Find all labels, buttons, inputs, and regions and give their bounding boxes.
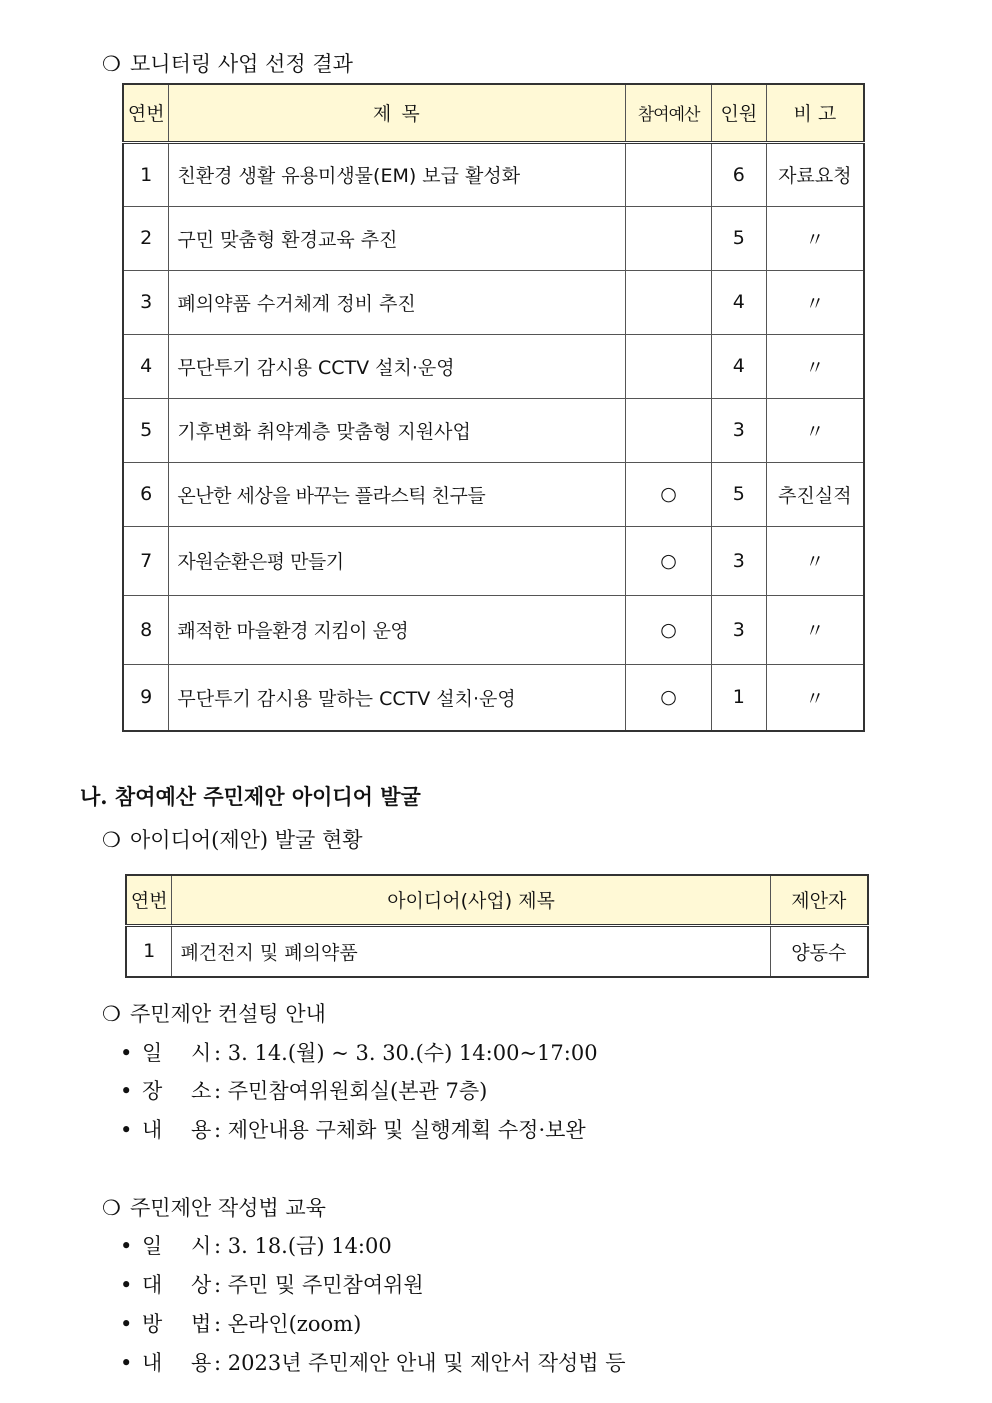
idea-header-title: 아이디어(사업) 제목 <box>172 875 770 925</box>
education-item <box>120 1349 626 1377</box>
row-no: 8 <box>123 595 169 664</box>
circle-bullet-icon: ❍ <box>102 828 121 852</box>
item-value: : 제안내용 구체화 및 실행계획 수정·보완 <box>214 1118 586 1142</box>
row-no: 3 <box>123 270 169 334</box>
row-people: 6 <box>711 142 766 206</box>
section-heading: 나. 참여예산 주민제안 아이디어 발굴 <box>80 784 421 809</box>
row-no: 6 <box>123 462 169 526</box>
education-heading <box>102 1194 326 1222</box>
idea-table-header <box>126 875 868 925</box>
monitoring-table <box>122 83 865 732</box>
row-title: 폐의약품 수거체계 정비 추진 <box>169 270 626 334</box>
item-value: : 주민참여위원회실(본관 7층) <box>214 1079 488 1103</box>
row-budget: ○ <box>626 595 712 664</box>
item-key: 일 시 <box>142 1234 212 1258</box>
row-title: 온난한 세상을 바꾸는 플라스틱 친구들 <box>169 462 626 526</box>
row-note: 〃 <box>766 526 864 595</box>
row-no: 2 <box>123 206 169 270</box>
circle-bullet-icon: ❍ <box>102 1196 121 1220</box>
table-row <box>123 206 864 270</box>
table-row <box>123 334 864 398</box>
row-budget <box>626 270 712 334</box>
row-budget: ○ <box>626 664 712 731</box>
header-no: 연번 <box>123 84 169 142</box>
table-row <box>123 270 864 334</box>
row-budget: ○ <box>626 526 712 595</box>
monitoring-heading <box>102 50 353 78</box>
item-value: : 3. 14.(월) ~ 3. 30.(수) 14:00~17:00 <box>214 1041 598 1065</box>
row-note: 〃 <box>766 398 864 462</box>
header-budget: 참여예산 <box>626 84 712 142</box>
idea-row-title: 폐건전지 및 폐의약품 <box>172 925 770 977</box>
consulting-item <box>120 1116 586 1144</box>
idea-row-proposer: 양동수 <box>770 925 868 977</box>
row-people: 4 <box>711 334 766 398</box>
row-budget <box>626 398 712 462</box>
row-no: 7 <box>123 526 169 595</box>
row-no: 4 <box>123 334 169 398</box>
item-key: 내 용 <box>142 1351 212 1375</box>
idea-heading-text: 아이디어(제안) 발굴 현황 <box>130 828 363 852</box>
table-row <box>123 526 864 595</box>
idea-row-no: 1 <box>126 925 172 977</box>
education-item <box>120 1232 392 1260</box>
header-note: 비 고 <box>766 84 864 142</box>
idea-header-proposer: 제안자 <box>770 875 868 925</box>
row-people: 5 <box>711 462 766 526</box>
education-heading-text: 주민제안 작성법 교육 <box>130 1196 326 1220</box>
item-key: 방 법 <box>142 1312 212 1336</box>
education-item <box>120 1310 361 1338</box>
row-note: 〃 <box>766 595 864 664</box>
item-key: 일 시 <box>142 1041 212 1065</box>
table-row <box>123 595 864 664</box>
circle-bullet-icon: ❍ <box>102 1002 121 1026</box>
table-row <box>126 925 868 977</box>
table-row <box>123 462 864 526</box>
consulting-item <box>120 1077 487 1105</box>
row-note: 〃 <box>766 334 864 398</box>
table-row <box>123 398 864 462</box>
row-budget <box>626 334 712 398</box>
dot-bullet-icon: • <box>120 1273 133 1297</box>
dot-bullet-icon: • <box>120 1312 133 1336</box>
row-note: 추진실적 <box>766 462 864 526</box>
dot-bullet-icon: • <box>120 1234 133 1258</box>
dot-bullet-icon: • <box>120 1041 133 1065</box>
table-row <box>123 142 864 206</box>
idea-heading <box>102 826 363 854</box>
monitoring-heading-text: 모니터링 사업 선정 결과 <box>130 52 353 76</box>
consulting-heading-text: 주민제안 컨설팅 안내 <box>130 1002 326 1026</box>
monitoring-table-header <box>123 84 864 142</box>
row-no: 5 <box>123 398 169 462</box>
header-title: 제 목 <box>169 84 626 142</box>
row-title: 무단투기 감시용 말하는 CCTV 설치·운영 <box>169 664 626 731</box>
row-people: 3 <box>711 595 766 664</box>
row-people: 3 <box>711 526 766 595</box>
row-note: 〃 <box>766 664 864 731</box>
table-row <box>123 664 864 731</box>
item-value: : 주민 및 주민참여위원 <box>214 1273 424 1297</box>
consulting-item <box>120 1039 598 1067</box>
row-no: 1 <box>123 142 169 206</box>
circle-bullet-icon: ❍ <box>102 52 121 76</box>
row-title: 친환경 생활 유용미생물(EM) 보급 활성화 <box>169 142 626 206</box>
row-title: 구민 맞춤형 환경교육 추진 <box>169 206 626 270</box>
row-people: 3 <box>711 398 766 462</box>
item-value: : 온라인(zoom) <box>214 1312 362 1336</box>
header-people: 인원 <box>711 84 766 142</box>
education-item <box>120 1271 424 1299</box>
dot-bullet-icon: • <box>120 1118 133 1142</box>
row-title: 무단투기 감시용 CCTV 설치·운영 <box>169 334 626 398</box>
row-budget: ○ <box>626 462 712 526</box>
row-budget <box>626 206 712 270</box>
row-note: 자료요청 <box>766 142 864 206</box>
row-people: 1 <box>711 664 766 731</box>
row-people: 4 <box>711 270 766 334</box>
item-value: : 2023년 주민제안 안내 및 제안서 작성법 등 <box>214 1351 626 1375</box>
item-key: 내 용 <box>142 1118 212 1142</box>
row-people: 5 <box>711 206 766 270</box>
item-key: 장 소 <box>142 1079 212 1103</box>
row-note: 〃 <box>766 206 864 270</box>
idea-table <box>125 874 869 978</box>
row-title: 쾌적한 마을환경 지킴이 운영 <box>169 595 626 664</box>
row-title: 기후변화 취약계층 맞춤형 지원사업 <box>169 398 626 462</box>
row-title: 자원순환은평 만들기 <box>169 526 626 595</box>
dot-bullet-icon: • <box>120 1079 133 1103</box>
item-key: 대 상 <box>142 1273 212 1297</box>
row-note: 〃 <box>766 270 864 334</box>
item-value: : 3. 18.(금) 14:00 <box>214 1234 392 1258</box>
row-no: 9 <box>123 664 169 731</box>
row-budget <box>626 142 712 206</box>
dot-bullet-icon: • <box>120 1351 133 1375</box>
consulting-heading <box>102 1000 326 1028</box>
idea-header-no: 연번 <box>126 875 172 925</box>
